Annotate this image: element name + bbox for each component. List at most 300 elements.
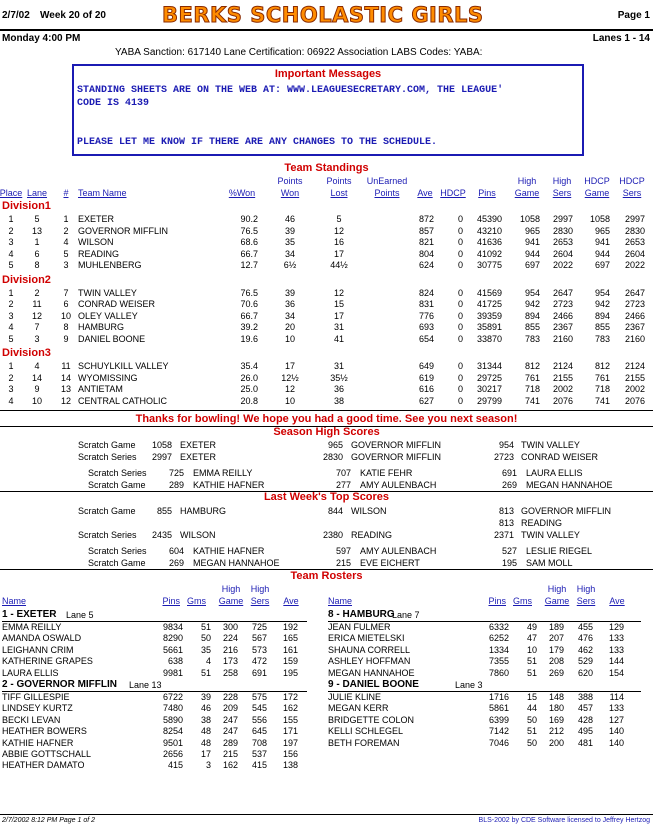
- standing-cell: 4: [8, 395, 14, 406]
- standing-cell: 954: [524, 287, 540, 298]
- standing-cell: 0: [457, 322, 463, 332]
- standing-team-name: WILSON: [78, 237, 114, 247]
- standing-cell: 0: [457, 287, 463, 298]
- standing-cell: 10: [60, 310, 71, 321]
- standing-cell: 9: [34, 384, 40, 394]
- season-ind-value: 289: [168, 480, 184, 490]
- lastweek-ind-value: 604: [168, 546, 184, 556]
- roster-pins: 5861: [488, 703, 509, 714]
- roster-games: 38: [200, 714, 211, 725]
- col-header-top-hdcp_sers: HDCP: [619, 176, 645, 186]
- standing-cell: 776: [418, 310, 434, 321]
- roster-average: 133: [608, 644, 624, 655]
- roster-high-sers: 725: [251, 622, 267, 632]
- standing-team-name: TWIN VALLEY: [78, 287, 137, 298]
- roster-high-game: 258: [222, 667, 238, 678]
- lastweek-ind-name: KATHIE HAFNER: [193, 546, 265, 556]
- lastweek-value: 2380: [322, 530, 343, 540]
- roster-average: 155: [282, 714, 298, 725]
- standing-cell: 2002: [552, 384, 573, 394]
- standing-cell: 4: [34, 361, 40, 371]
- standing-cell: 12: [31, 310, 42, 321]
- roster-player-name: KATHIE HAFNER: [2, 737, 74, 748]
- standing-cell: 12: [60, 395, 71, 406]
- standing-cell: 41636: [476, 237, 502, 247]
- standing-cell: 2: [63, 225, 69, 236]
- roster-games: 3: [205, 760, 211, 771]
- standing-cell: 43210: [476, 225, 502, 236]
- season-ind-value: 725: [168, 468, 184, 478]
- week-label: Week 20 of 20: [40, 10, 106, 21]
- standing-team-name: CENTRAL CATHOLIC: [78, 395, 168, 406]
- standing-cell: 944: [524, 248, 540, 259]
- standing-cell: 2723: [552, 299, 573, 309]
- roster-col-sers: Sers: [250, 596, 270, 606]
- season-team-value: 2830: [322, 452, 343, 462]
- roster-pins: 5661: [162, 644, 183, 655]
- roster-high-game: 247: [222, 726, 238, 737]
- season-team-value: 2997: [151, 452, 172, 462]
- roster-pins: 6252: [488, 633, 509, 644]
- roster-games: 17: [200, 749, 211, 759]
- season-ind-label: Scratch Series: [88, 468, 147, 478]
- roster-games: 51: [200, 622, 211, 632]
- roster-high-game: 179: [548, 644, 564, 655]
- standing-cell: 2604: [624, 248, 645, 259]
- col-header-pct: %Won: [228, 188, 256, 198]
- standing-cell: 804: [418, 248, 434, 259]
- roster-high-sers: 691: [251, 667, 267, 678]
- standing-team-name: WYOMISSING: [78, 372, 138, 383]
- roster-games: 51: [200, 667, 211, 678]
- standing-cell: 2653: [552, 237, 573, 247]
- col-header-high_sers: Sers: [552, 188, 572, 198]
- standing-cell: 2466: [624, 310, 645, 321]
- standing-cell: 0: [457, 260, 463, 270]
- roster-player-name: HEATHER DAMATO: [2, 760, 85, 771]
- standing-cell: 5: [63, 248, 69, 259]
- roster-average: 156: [282, 749, 298, 759]
- roster-games: 51: [526, 656, 537, 667]
- standing-cell: 697: [594, 260, 610, 270]
- roster-player-name: BETH FOREMAN: [328, 737, 400, 748]
- standing-cell: 4: [8, 322, 14, 332]
- season-team-name: GOVERNOR MIFFLIN: [351, 440, 442, 450]
- thanks-rule-top: [0, 410, 653, 411]
- roster-high-game: 169: [548, 714, 564, 725]
- roster-pins: 7480: [162, 703, 183, 714]
- col-header-top-won: Points: [277, 176, 303, 186]
- col-header-top-high_game: High: [517, 176, 537, 186]
- standing-cell: 41569: [476, 287, 502, 298]
- standing-cell: 30775: [476, 260, 502, 270]
- col-header-pins: Pins: [478, 188, 496, 198]
- standing-team-name: OLEY VALLEY: [78, 310, 138, 321]
- roster-average: 114: [609, 692, 624, 702]
- standing-cell: 812: [524, 361, 540, 371]
- col-header-team: Team Name: [78, 188, 127, 198]
- roster-high-game: 200: [548, 737, 564, 748]
- roster-high-game: 269: [548, 667, 564, 678]
- roster-high-sers: 529: [577, 656, 593, 667]
- footer-rule: [0, 814, 653, 815]
- standing-cell: 2830: [624, 225, 645, 236]
- roster-col-gms: Gms: [187, 596, 206, 606]
- col-header-num: #: [63, 188, 69, 198]
- standing-cell: 2124: [552, 361, 573, 371]
- lastweek-name: WILSON: [180, 530, 216, 540]
- standing-team-name: GOVERNOR MIFFLIN: [78, 225, 169, 236]
- rosters-title: Team Rosters: [290, 570, 363, 582]
- season-ind-name: LAURA ELLIS: [526, 468, 583, 478]
- roster-col-top-high-sers: High: [576, 584, 596, 594]
- roster-average: 138: [282, 760, 298, 771]
- standing-cell: 812: [594, 361, 610, 371]
- roster-average: 144: [608, 656, 624, 667]
- standing-cell: 2: [8, 225, 14, 236]
- lastweek-ind-value: 269: [168, 558, 184, 568]
- standing-cell: 34: [284, 310, 295, 321]
- standing-cell: 2155: [552, 372, 573, 383]
- standing-cell: 41725: [476, 299, 502, 309]
- standing-cell: 693: [418, 322, 434, 332]
- roster-high-sers: 573: [251, 644, 267, 655]
- roster-average: 154: [608, 667, 624, 678]
- standing-cell: 39: [284, 225, 295, 236]
- standing-cell: 1: [8, 287, 14, 298]
- roster-player-name: KELLI SCHLEGEL: [328, 726, 404, 737]
- roster-team-name: 2 - GOVERNOR MIFFLIN: [2, 679, 117, 690]
- standing-cell: 3: [34, 333, 40, 344]
- roster-games: 10: [526, 644, 537, 655]
- standing-cell: 34: [284, 248, 295, 259]
- roster-col-gms: Gms: [513, 596, 532, 606]
- standing-cell: 2124: [624, 361, 645, 371]
- roster-col-ave: Ave: [283, 596, 299, 606]
- standing-team-name: ANTIETAM: [78, 384, 123, 394]
- roster-high-sers: 575: [251, 692, 267, 702]
- roster-games: 50: [526, 737, 537, 748]
- col-header-hdcp_game: Game: [584, 188, 610, 198]
- standing-cell: 12: [284, 384, 295, 394]
- standing-cell: 16: [333, 237, 344, 247]
- season-team-value: 954: [498, 440, 514, 450]
- division-title: Division1: [2, 200, 51, 212]
- lastweek-ind-value: 527: [501, 546, 517, 556]
- standing-cell: 20: [284, 322, 295, 332]
- roster-player-name: EMMA REILLY: [2, 622, 62, 632]
- roster-team-lane: Lane 13: [129, 680, 162, 690]
- season-ind-name: KATIE FEHR: [360, 468, 413, 478]
- standing-cell: 6: [63, 299, 69, 309]
- roster-pins: 6332: [488, 622, 509, 632]
- standing-cell: 41092: [476, 248, 502, 259]
- season-team-name: TWIN VALLEY: [521, 440, 580, 450]
- roster-col-pins: Pins: [162, 596, 180, 606]
- message-line-3: PLEASE LET ME KNOW IF THERE ARE ANY CHANGES TO THE SCHEDULE.: [77, 137, 438, 148]
- roster-player-name: LEIGHANN CRIM: [2, 644, 74, 655]
- roster-player-name: AMANDA OSWALD: [2, 633, 82, 644]
- roster-player-name: ERICA MIETELSKI: [328, 633, 405, 644]
- roster-high-sers: 455: [577, 622, 593, 632]
- standing-cell: 13: [31, 225, 42, 236]
- standing-cell: 90.2: [240, 214, 258, 224]
- standing-cell: 44½: [330, 260, 348, 270]
- roster-average: 161: [282, 644, 298, 655]
- lastweek-value: 813: [498, 518, 514, 528]
- standing-cell: 2367: [552, 322, 573, 332]
- col-header-won: Won: [280, 188, 300, 198]
- season-ind-name: MEGAN HANNAHOE: [526, 480, 613, 490]
- season-ind-name: EMMA REILLY: [193, 468, 253, 478]
- roster-player-name: TIFF GILLESPIE: [2, 692, 70, 702]
- roster-high-sers: 708: [251, 737, 267, 748]
- roster-pins: 7860: [488, 667, 509, 678]
- lastweek-value: 2371: [493, 530, 514, 540]
- standing-team-name: HAMBURG: [78, 322, 125, 332]
- thanks-message: Thanks for bowling! We hope you had a good time. See you next season!: [135, 413, 518, 425]
- standing-cell: 627: [418, 395, 434, 406]
- standing-cell: 70.6: [240, 299, 258, 309]
- standing-cell: 68.6: [240, 237, 258, 247]
- lastweek-ind-name: EVE EICHERT: [360, 558, 420, 568]
- league-title: BERKS SCHOLASTIC GIRLS: [162, 3, 484, 27]
- standing-team-name: SCHUYLKILL VALLEY: [78, 361, 169, 371]
- standing-cell: 8: [34, 260, 40, 270]
- lastweek-ind-label: Scratch Series: [88, 546, 147, 556]
- roster-high-sers: 462: [577, 644, 593, 655]
- standing-cell: 741: [594, 395, 610, 406]
- standing-cell: 6½: [283, 260, 297, 270]
- standing-cell: 2647: [624, 287, 645, 298]
- roster-games: 4: [205, 656, 211, 667]
- lastweek-ind-value: 597: [335, 546, 351, 556]
- standing-cell: 718: [524, 384, 540, 394]
- roster-pins: 6722: [162, 692, 183, 702]
- standing-cell: 0: [457, 395, 463, 406]
- standing-cell: 941: [524, 237, 540, 247]
- standing-cell: 965: [594, 225, 610, 236]
- standing-cell: 26.0: [240, 372, 258, 383]
- roster-games: 47: [526, 633, 537, 644]
- standing-cell: 39: [284, 287, 295, 298]
- roster-team-lane: Lane 7: [392, 610, 420, 620]
- standing-cell: 965: [524, 225, 540, 236]
- standing-cell: 45390: [476, 214, 502, 224]
- standing-cell: 654: [418, 333, 434, 344]
- roster-col-sers: Sers: [576, 596, 596, 606]
- roster-average: 133: [608, 633, 624, 644]
- season-team-label: Scratch Game: [78, 440, 136, 450]
- season-ind-name: KATHIE HAFNER: [193, 480, 265, 490]
- standing-cell: 36: [284, 299, 295, 309]
- roster-high-game: 300: [222, 622, 238, 632]
- standing-cell: 20.8: [240, 395, 258, 406]
- footer-software: BLS-2002 by CDE Software licensed to Jeffrey Hertzog: [478, 817, 650, 824]
- season-ind-value: 277: [335, 480, 351, 490]
- lastweek-label: Scratch Game: [78, 506, 136, 516]
- standing-cell: 31: [333, 361, 344, 371]
- col-header-hdcp_sers: Sers: [622, 188, 642, 198]
- col-header-top-high_sers: High: [552, 176, 572, 186]
- roster-player-name: KATHERINE GRAPES: [2, 656, 93, 667]
- standing-cell: 1: [63, 214, 69, 224]
- roster-high-sers: 495: [577, 726, 593, 737]
- roster-high-sers: 472: [251, 656, 267, 667]
- standing-cell: 3: [8, 237, 14, 247]
- roster-pins: 2656: [162, 749, 183, 759]
- lastweek-ind-name: LESLIE RIEGEL: [526, 546, 593, 556]
- standing-cell: 35½: [330, 372, 348, 383]
- standing-cell: 2647: [552, 287, 573, 298]
- standing-cell: 4: [63, 237, 69, 247]
- roster-average: 127: [608, 714, 624, 725]
- season-ind-value: 691: [501, 468, 517, 478]
- season-team-value: 965: [327, 440, 343, 450]
- lastweek-ind-value: 215: [335, 558, 351, 568]
- lastweek-ind-name: MEGAN HANNAHOE: [193, 558, 280, 568]
- roster-average: 172: [282, 692, 298, 702]
- standing-cell: 1: [8, 361, 14, 371]
- lastweek-label: Scratch Series: [78, 530, 137, 540]
- standing-cell: 7: [34, 322, 40, 332]
- roster-player-name: JEAN FULMER: [328, 622, 391, 632]
- standing-cell: 1: [8, 214, 14, 224]
- standing-cell: 31344: [476, 361, 502, 371]
- lastweek-value: 2435: [151, 530, 172, 540]
- standing-cell: 35: [284, 237, 295, 247]
- standing-cell: 783: [594, 333, 610, 344]
- roster-high-game: 209: [222, 703, 238, 714]
- season-ind-name: AMY AULENBACH: [360, 480, 437, 490]
- standing-cell: 33870: [476, 333, 502, 344]
- standing-cell: 2: [8, 299, 14, 309]
- standing-cell: 41: [333, 333, 344, 344]
- roster-high-sers: 388: [577, 692, 593, 702]
- standing-cell: 12: [333, 287, 344, 298]
- standing-cell: 831: [418, 299, 434, 309]
- standing-cell: 1058: [519, 214, 540, 224]
- standing-cell: 0: [457, 372, 463, 383]
- report-date: 2/7/02: [2, 10, 30, 21]
- standing-cell: 46: [284, 214, 295, 224]
- roster-games: 50: [526, 714, 537, 725]
- standing-cell: 2022: [624, 260, 645, 270]
- lanes-label: Lanes 1 - 14: [592, 33, 650, 44]
- lastweek-name: TWIN VALLEY: [521, 530, 580, 540]
- standing-cell: 76.5: [240, 225, 258, 236]
- roster-games: 39: [200, 692, 211, 702]
- lastweek-value: 855: [156, 506, 172, 516]
- season-team-name: EXETER: [180, 440, 217, 450]
- roster-player-name: LINDSEY KURTZ: [2, 703, 73, 714]
- roster-games: 48: [200, 737, 211, 748]
- roster-player-name: BECKI LEVAN: [2, 714, 61, 725]
- roster-high-game: 173: [222, 656, 238, 667]
- standing-cell: 761: [524, 372, 540, 383]
- standing-cell: 17: [333, 248, 344, 259]
- message-line-2: CODE IS 4139: [77, 98, 150, 109]
- standing-cell: 718: [594, 384, 610, 394]
- roster-col-ave: Ave: [609, 596, 625, 606]
- standing-cell: 2: [34, 287, 40, 298]
- season-team-value: 2723: [493, 452, 514, 462]
- season-ind-value: 269: [501, 480, 517, 490]
- standing-cell: 2723: [624, 299, 645, 309]
- standing-cell: 6: [34, 248, 40, 259]
- standing-cell: 894: [594, 310, 610, 321]
- standing-cell: 2367: [624, 322, 645, 332]
- standing-cell: 36: [333, 384, 344, 394]
- col-header-top-unearned: UnEarned: [366, 176, 408, 186]
- roster-col-top-high-game: High: [547, 584, 567, 594]
- lastweek-ind-name: SAM MOLL: [526, 558, 573, 568]
- roster-player-name: ABBIE GOTTSCHALL: [2, 749, 92, 759]
- col-header-top-lost: Points: [326, 176, 352, 186]
- lastweek-name: GOVERNOR MIFFLIN: [521, 506, 612, 516]
- standing-team-name: MUHLENBERG: [78, 260, 142, 270]
- standing-cell: 872: [418, 214, 434, 224]
- lastweek-name: WILSON: [351, 506, 387, 516]
- standing-cell: 0: [457, 248, 463, 259]
- roster-high-game: 247: [222, 714, 238, 725]
- roster-average: 192: [282, 622, 298, 632]
- roster-high-sers: 537: [251, 749, 267, 759]
- standing-cell: 2022: [552, 260, 573, 270]
- footer-timestamp: 2/7/2002 8:12 PM Page 1 of 2: [2, 817, 96, 824]
- roster-high-sers: 620: [577, 667, 593, 678]
- roster-player-name: MEGAN HANNAHOE: [328, 667, 415, 678]
- standing-cell: 821: [418, 237, 434, 247]
- roster-col-top-high-sers: High: [250, 584, 270, 594]
- day-time: Monday 4:00 PM: [2, 33, 81, 44]
- roster-player-name: ASHLEY HOFFMAN: [328, 656, 411, 667]
- roster-high-sers: 415: [251, 760, 267, 771]
- roster-col-name: Name: [328, 596, 353, 606]
- roster-pins: 415: [167, 760, 183, 771]
- lastweek-name: HAMBURG: [180, 506, 227, 516]
- roster-high-game: 212: [548, 726, 564, 737]
- standing-cell: 0: [457, 310, 463, 321]
- roster-games: 46: [200, 703, 211, 714]
- roster-pins: 1716: [488, 692, 509, 702]
- roster-col-name: Name: [2, 596, 27, 606]
- roster-high-game: 216: [222, 644, 238, 655]
- standing-cell: 783: [524, 333, 540, 344]
- standing-cell: 3: [8, 384, 14, 394]
- roster-pins: 8254: [162, 726, 183, 737]
- standing-cell: 624: [418, 260, 434, 270]
- lastweek-name: READING: [521, 518, 563, 528]
- roster-high-game: 180: [548, 703, 564, 714]
- standing-cell: 2: [8, 372, 14, 383]
- col-header-place: Place: [0, 188, 23, 198]
- standing-cell: 2155: [624, 372, 645, 383]
- standing-cell: 19.6: [240, 333, 258, 344]
- roster-games: 44: [526, 703, 537, 714]
- standing-cell: 76.5: [240, 287, 258, 298]
- roster-average: 171: [282, 726, 298, 737]
- standing-team-name: READING: [78, 248, 120, 259]
- roster-pins: 6399: [488, 714, 509, 725]
- roster-col-pins: Pins: [488, 596, 506, 606]
- roster-average: 133: [608, 703, 624, 714]
- standings-title: Team Standings: [284, 162, 369, 174]
- standing-cell: 8: [63, 322, 69, 332]
- standing-cell: 2997: [552, 214, 573, 224]
- standing-cell: 13: [60, 384, 71, 394]
- standing-cell: 39359: [476, 310, 502, 321]
